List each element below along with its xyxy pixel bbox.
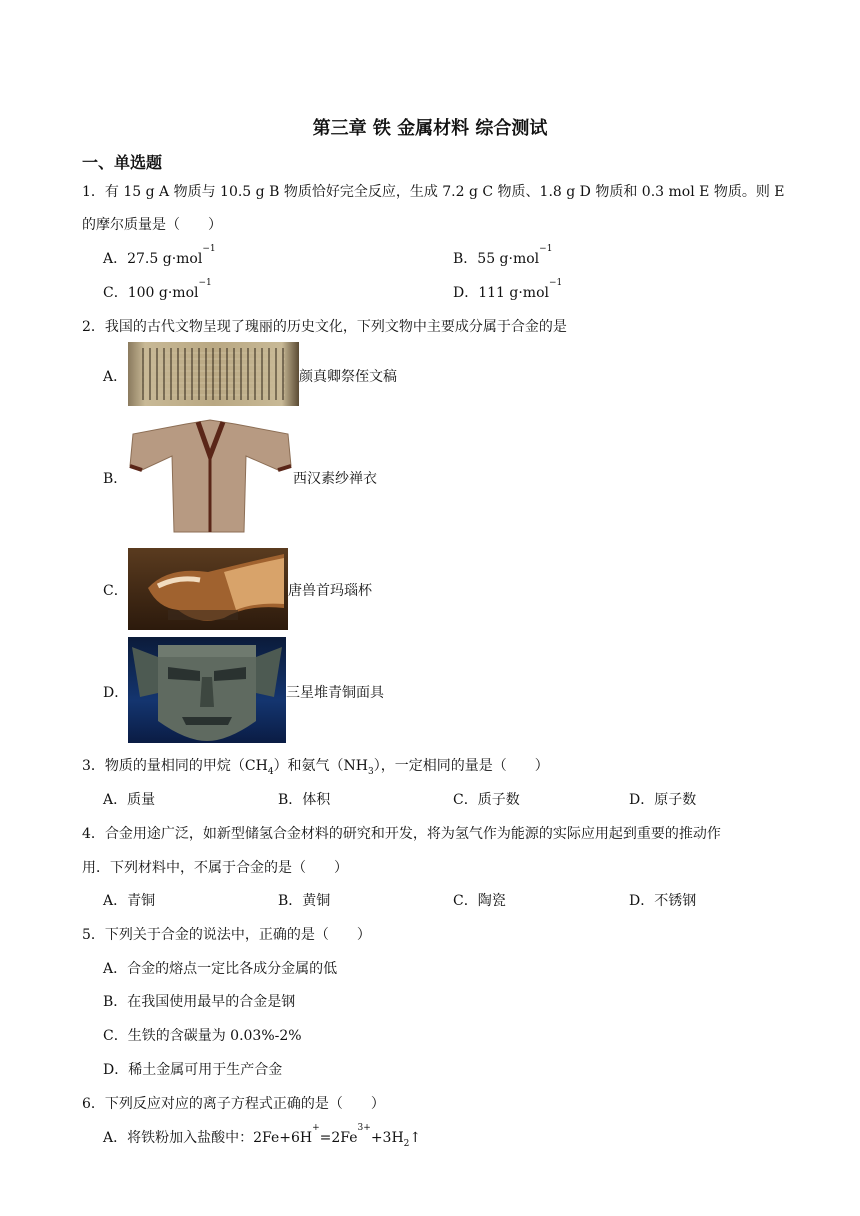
- q6-stem: 6．下列反应对应的离子方程式正确的是（ ）: [82, 1096, 385, 1112]
- q1-option-b: B．55 g·mol$^{-1}$: [453, 244, 553, 267]
- calligraphy-scroll-image: [128, 342, 299, 406]
- q1-stem-line2: 的摩尔质量是（ ）: [82, 217, 222, 233]
- q3-option-b: B．体积: [278, 792, 331, 808]
- page-title: 第三章 铁 金属材料 综合测试: [312, 118, 548, 139]
- q4-option-b: B．黄铜: [278, 893, 331, 909]
- q4-option-c: C．陶瓷: [453, 893, 506, 909]
- silk-robe-image: [128, 416, 293, 536]
- q1-option-d: D．111 g·mol$^{-1}$: [453, 278, 563, 301]
- q2-option-b-text: 西汉素纱禅衣: [293, 471, 377, 487]
- q4-stem-line2: 用．下列材料中，不属于合金的是（ ）: [82, 860, 348, 876]
- q2-option-a-text: 颜真卿祭侄文稿: [299, 369, 397, 385]
- q4-stem-line1: 4．合金用途广泛，如新型储氢合金材料的研究和开发，将为氢气作为能源的实际应用起到重要的推动作: [82, 826, 721, 842]
- q2-option-c-text: 唐兽首玛瑙杯: [288, 583, 372, 599]
- q2-option-d-text: 三星堆青铜面具: [286, 685, 384, 701]
- q5-option-a: A．合金的熔点一定比各成分金属的低: [103, 961, 338, 977]
- q1-option-a: A．27.5 g·mol$^{-1}$: [103, 244, 216, 267]
- q3-stem: 3．物质的量相同的甲烷$(CH_4)$和氨气$(NH_3)$，一定相同的量是（ ）: [82, 758, 549, 777]
- q2-option-d-label: D．: [103, 685, 129, 701]
- q2-option-c-label: C．: [103, 583, 128, 599]
- agate-cup-image: [128, 548, 288, 630]
- q5-stem: 5．下列关于合金的说法中，正确的是（ ）: [82, 927, 371, 943]
- bronze-mask-image: [128, 637, 286, 743]
- q5-option-c: C．生铁的含碳量为 0.03%-2%: [103, 1028, 302, 1044]
- q4-option-a: A．青铜: [103, 893, 156, 909]
- q1-stem-line1: 1．有 15 g A 物质与 10.5 g B 物质恰好完全反应，生成 7.2 g C 物质、1.8 g D 物质和 0.3 mol E 物质。则 E: [82, 184, 785, 200]
- section-heading: 一、单选题: [82, 153, 163, 172]
- q3-option-a: A．质量: [103, 792, 156, 808]
- q5-option-b: B．在我国使用最早的合金是钢: [103, 994, 296, 1010]
- q2-option-a-label: A．: [103, 369, 128, 385]
- q3-option-c: C．质子数: [453, 792, 520, 808]
- q4-option-d: D．不锈钢: [629, 893, 697, 909]
- q5-option-d: D．稀土金属可用于生产合金: [103, 1062, 283, 1078]
- q3-option-d: D．原子数: [629, 792, 697, 808]
- q6-option-a: A．将铁粉加入盐酸中：$2Fe+6H^+=2Fe^{3+}+3H_2↑$: [103, 1123, 422, 1149]
- q2-option-b-label: B．: [103, 471, 128, 487]
- q2-stem: 2．我国的古代文物呈现了瑰丽的历史文化，下列文物中主要成分属于合金的是: [82, 319, 567, 335]
- q1-option-c: C．100 g·mol$^{-1}$: [103, 278, 212, 301]
